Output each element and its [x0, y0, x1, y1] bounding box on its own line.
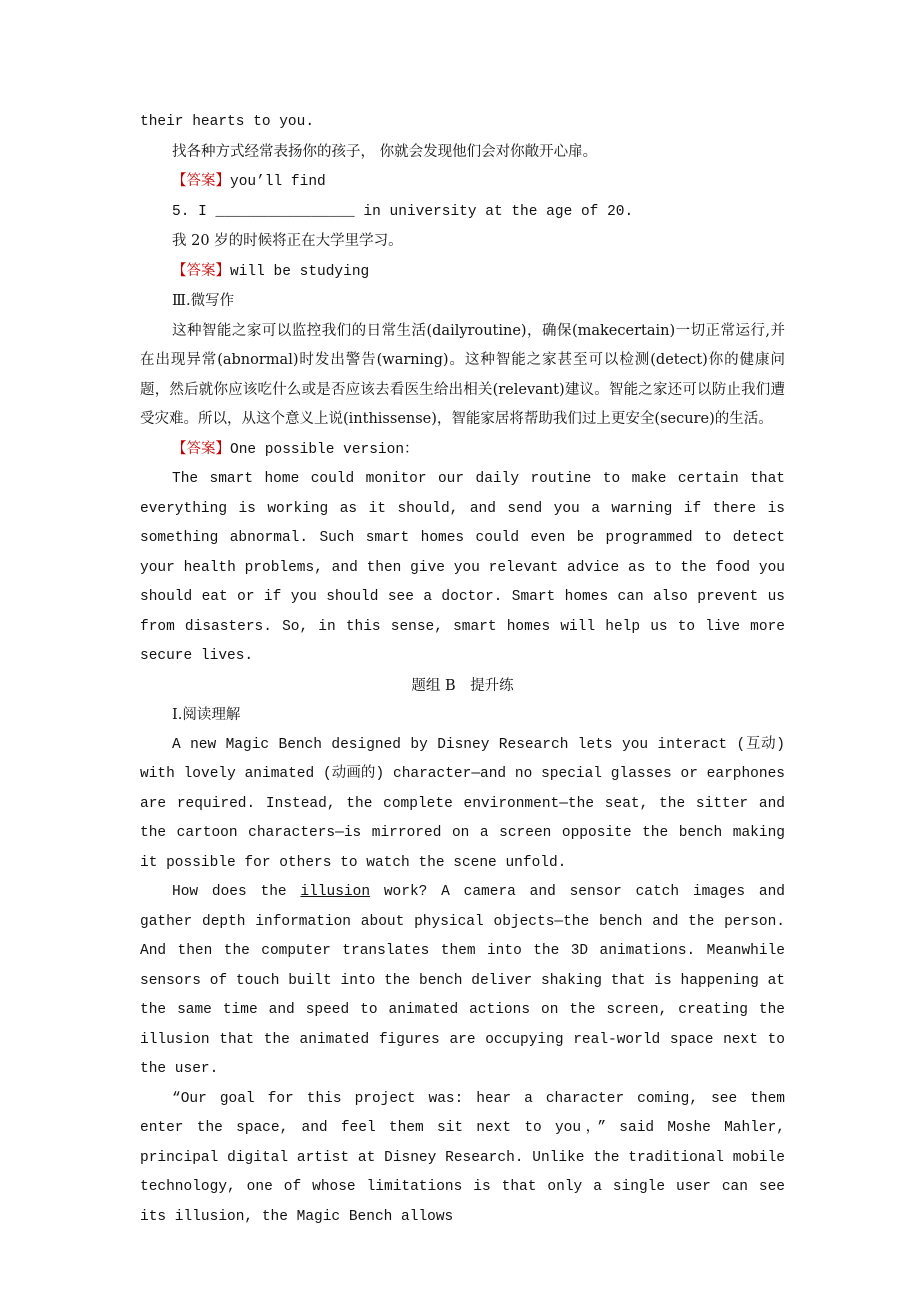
writing-answer-intro [140, 435, 785, 466]
question-4-answer [140, 167, 785, 198]
section-heading-writing: Ⅲ.微写作 [172, 293, 235, 309]
reading-paragraph-3: “Our goal for this project was: hear a character coming, see them enter the space, and feel them sit next to you，” said Moshe Mahler, principal digital artist at Disney Research. Unlike the traditional mobile technology, one of whose limitations is that only a single user can see its illusion, the Magic Bench allows [140, 1090, 785, 1225]
reading-paragraph-1: A new Magic Bench designed by Disney Research lets you interact (互动) with lovely animated (动画的) character—and no special glasses or earphones are required. Instead, the complete environment—the seat, the sitter and the cartoon characters—is mirrored on a screen opposite the bench making it possible for others to watch the scene unfold. [140, 736, 785, 871]
answer-tag: 【答案】 [172, 440, 230, 457]
reading-paragraph-2 [140, 878, 785, 1085]
question-4-translation: 找各种方式经常表扬你的孩子， 你就会发现他们会对你敞开心扉。 [172, 143, 598, 160]
writing-prompt: 这种智能之家可以监控我们的日常生活(dailyroutine)，确保(makecertain)一切正常运行,并在出现异常(abnormal)时发出警告(warning)。这种智能之家甚至可以检测(detect)你的健康问题，然后就你应该吃什么或是否应该去看医生给出相关(relevant)建议。智能之家还可以防止我们遭受灾难。所以，从这个意义上说(inthissense)，智能家居将帮助我们过上更安全(secure)的生活。 [140, 322, 785, 427]
answer-text: will be studying [230, 263, 370, 280]
continued-sentence: their hearts to you. [140, 114, 315, 130]
paragraph-2-rest: work? A camera and sensor catch images and gather depth information about physical objects—the bench and the person. And then the computer translates them into the 3D animations. Meanwhile sensors of touch built into the bench deliver shaking that is happening at the same time and speed to animated actions on the screen, creating the illusion that the animated figures are occupying real-world space next to the user. [140, 884, 785, 1077]
group-b-title: 题组 B 提升练 [411, 677, 514, 694]
section-heading-reading: Ⅰ.阅读理解 [172, 707, 241, 723]
writing-answer-text: The smart home could monitor our daily routine to make certain that everything is working as it should, and send you a warning if there is something abnormal. Such smart homes could even be programmed to detect your health problems, and then give you relevant advice as to the food you should eat or if you should see a doctor. Smart homes can also prevent us from disasters. So, in this sense, smart homes will help us to live more secure lives. [140, 471, 785, 664]
question-5-answer [140, 257, 785, 288]
answer-intro-text: One possible version： [230, 441, 419, 458]
answer-text: you’ll find [230, 174, 326, 190]
document-content [140, 108, 785, 1232]
question-5-translation: 我 20 岁的时候将正在大学里学习。 [172, 233, 403, 249]
paragraph-2-start: How does the [172, 884, 301, 900]
underlined-word-illusion: illusion [300, 884, 371, 900]
answer-tag: 【答案】 [172, 173, 230, 189]
question-5: 5. I ________________ in university at the age of 20. [172, 203, 634, 220]
answer-tag: 【答案】 [172, 262, 230, 279]
